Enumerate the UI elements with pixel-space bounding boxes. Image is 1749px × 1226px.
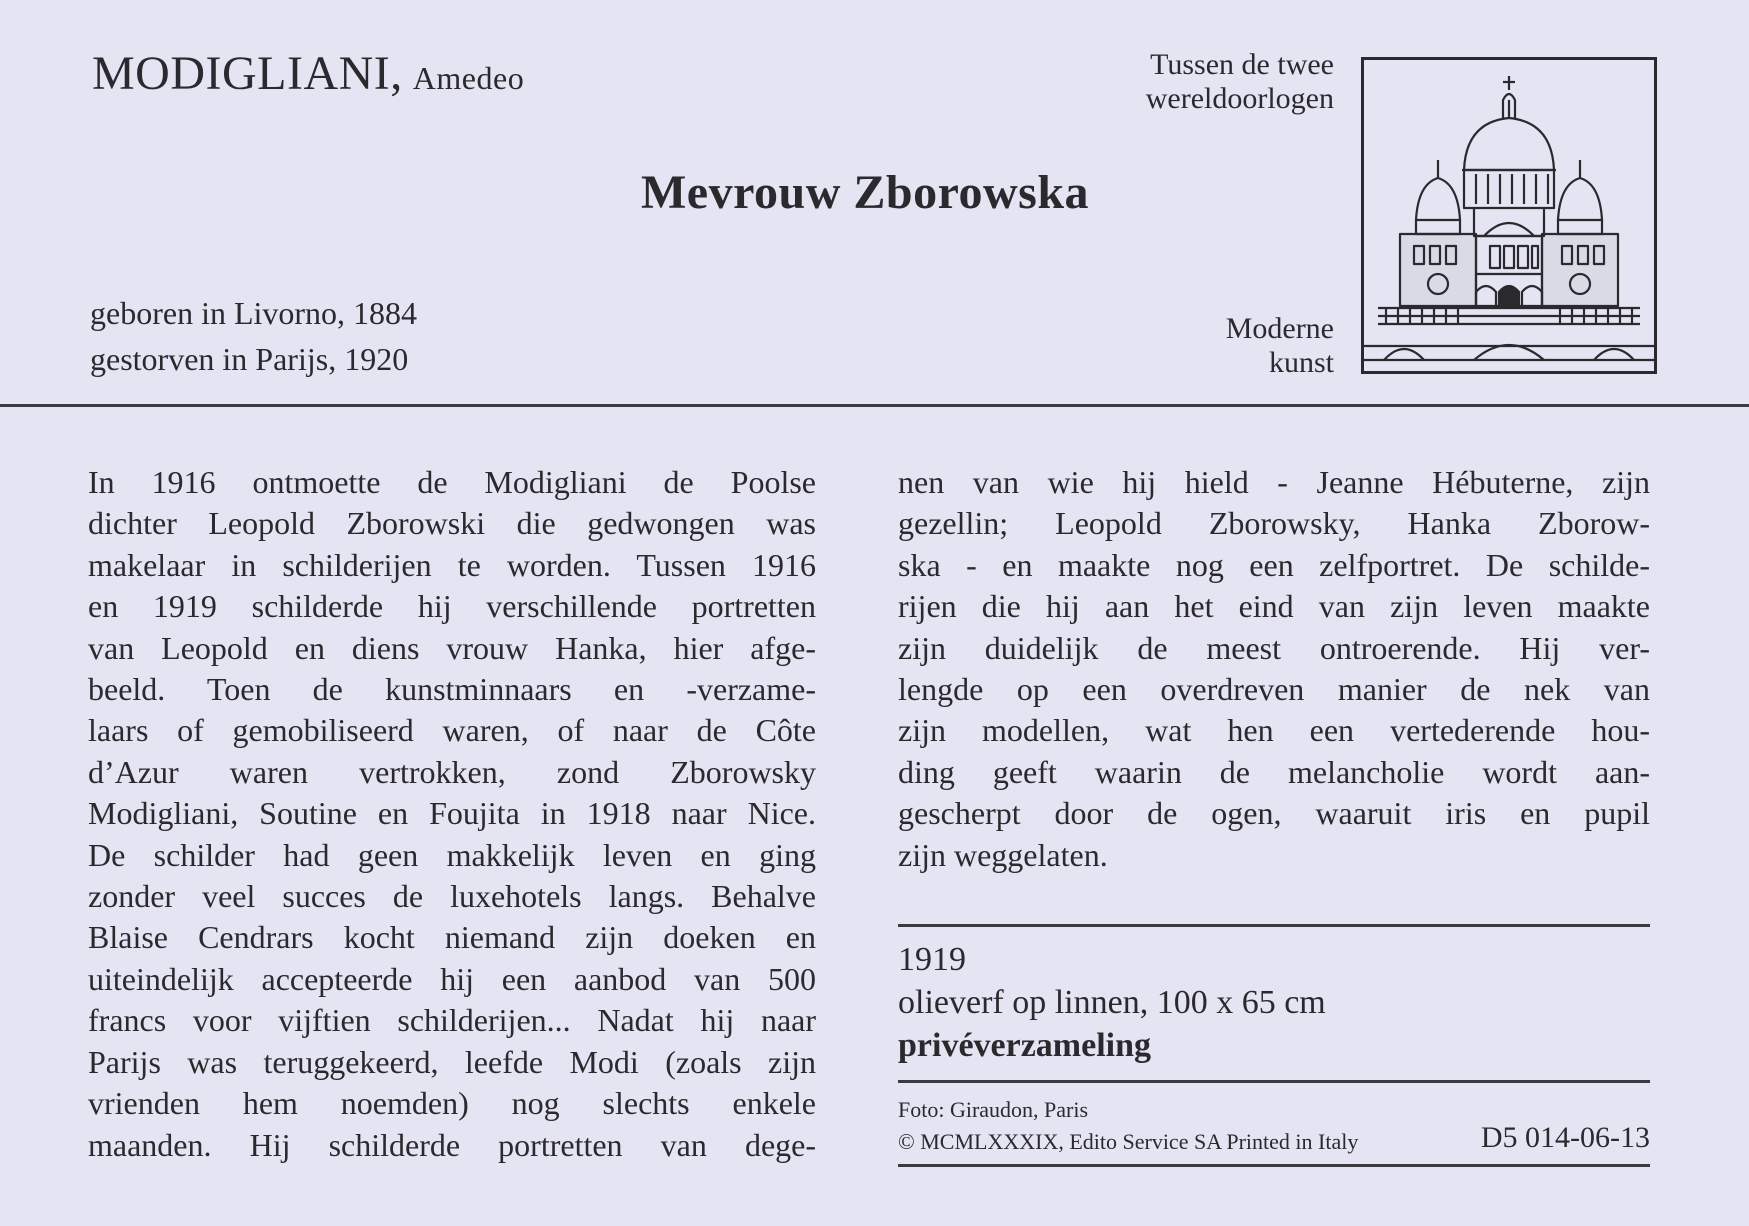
period-label <box>1146 48 1334 116</box>
text-line: ding geeft waarin de melancholie wordt aan- <box>898 753 1650 790</box>
text-line: Parijs was teruggekeerd, leefde Modi (zoals zijn <box>88 1043 816 1080</box>
text-line: zonder veel succes de luxehotels langs. Behalve <box>88 878 816 915</box>
artwork-collection: privéverzameling <box>898 1027 1152 1064</box>
text-line: rijen die hij aan het eind van zijn leven maakte <box>898 588 1650 625</box>
card-code: D5 014-06-13 <box>1480 1121 1650 1154</box>
sacre-coeur-icon <box>1361 57 1657 374</box>
description-column-right <box>898 462 1650 876</box>
text-line: uiteindelijk accepteerde hij een aanbod van 500 <box>88 960 816 997</box>
artwork-info-bottom-rule <box>898 1080 1650 1083</box>
text-line: beeld. Toen de kunstminnaars en -verzame- <box>88 671 816 708</box>
text-line: Modigliani, Soutine en Foujita in 1918 naar Nice. <box>88 795 816 832</box>
category-line-1: Moderne <box>1225 312 1334 345</box>
credits-bottom-rule <box>898 1164 1650 1167</box>
text-line: zijn modellen, wat hen een vertederende hou- <box>898 712 1650 749</box>
text-line: nen van wie hij hield - Jeanne Hébuterne, zijn <box>898 464 1650 500</box>
text-line: francs voor vijftien schilderijen... Nadat hij naar <box>88 1002 816 1039</box>
text-line: vrienden hem noemden) nog slechts enkele <box>88 1085 816 1122</box>
artwork-info <box>898 938 1326 1067</box>
text-line: zijn duidelijk de meest ontroerende. Hij ver- <box>898 629 1650 666</box>
artist-surname: MODIGLIANI, <box>92 47 403 100</box>
text-line: van Leopold en diens vrouw Hanka, hier afge- <box>88 629 816 666</box>
death-line: gestorven in Parijs, 1920 <box>90 341 409 377</box>
text-line: In 1916 ontmoette de Modigliani de Poolse <box>88 464 816 500</box>
text-line: gezellin; Leopold Zborowsky, Hanka Zborow- <box>898 505 1650 542</box>
category-label <box>1226 312 1334 380</box>
header-divider <box>0 404 1749 407</box>
credits <box>898 1094 1650 1158</box>
artist-name <box>92 46 524 101</box>
text-line: d’Azur waren vertrokken, zond Zborowsky <box>88 753 816 790</box>
artwork-medium: olieverf op linnen, 100 x 65 cm <box>898 984 1326 1021</box>
artist-bio-dates <box>90 290 417 382</box>
category-line-2: kunst <box>1268 346 1334 379</box>
artwork-year: 1919 <box>898 941 966 978</box>
period-line-2: wereldoorlogen <box>1145 82 1334 115</box>
text-line: gescherpt door de ogen, waaruit iris en pupil <box>898 795 1650 832</box>
artist-firstname: Amedeo <box>412 60 525 96</box>
artwork-info-top-rule <box>898 924 1650 927</box>
text-line: makelaar in schilderijen te worden. Tussen 1916 <box>88 546 816 583</box>
birth-line: geboren in Livorno, 1884 <box>90 295 418 331</box>
text-line: maanden. Hij schilderde portretten van dege- <box>88 1126 816 1163</box>
text-line: De schilder had geen makkelijk leven en ging <box>88 836 816 873</box>
text-line: en 1919 schilderde hij verschillende portretten <box>88 588 816 625</box>
text-line: laars of gemobiliseerd waren, of naar de Côte <box>88 712 816 749</box>
copyright-text: © MCMLXXXIX, Edito Service SA Printed in Italy <box>898 1129 1359 1154</box>
text-line: Blaise Cendrars kocht niemand zijn doeken en <box>88 919 816 956</box>
photo-credit: Foto: Giraudon, Paris <box>898 1097 1089 1122</box>
text-line: lengde op een overdreven manier de nek van <box>898 671 1650 708</box>
text-line: dichter Leopold Zborowski die gedwongen was <box>88 505 816 542</box>
copyright-line <box>898 1121 1650 1158</box>
text-line: ska - en maakte nog een zelfportret. De schilde- <box>898 546 1650 583</box>
period-line-1: Tussen de twee <box>1150 48 1334 81</box>
text-line: zijn weggelaten. <box>898 836 1108 873</box>
description-column-left <box>88 462 816 1166</box>
artwork-title: Mevrouw Zborowska <box>640 166 1090 219</box>
